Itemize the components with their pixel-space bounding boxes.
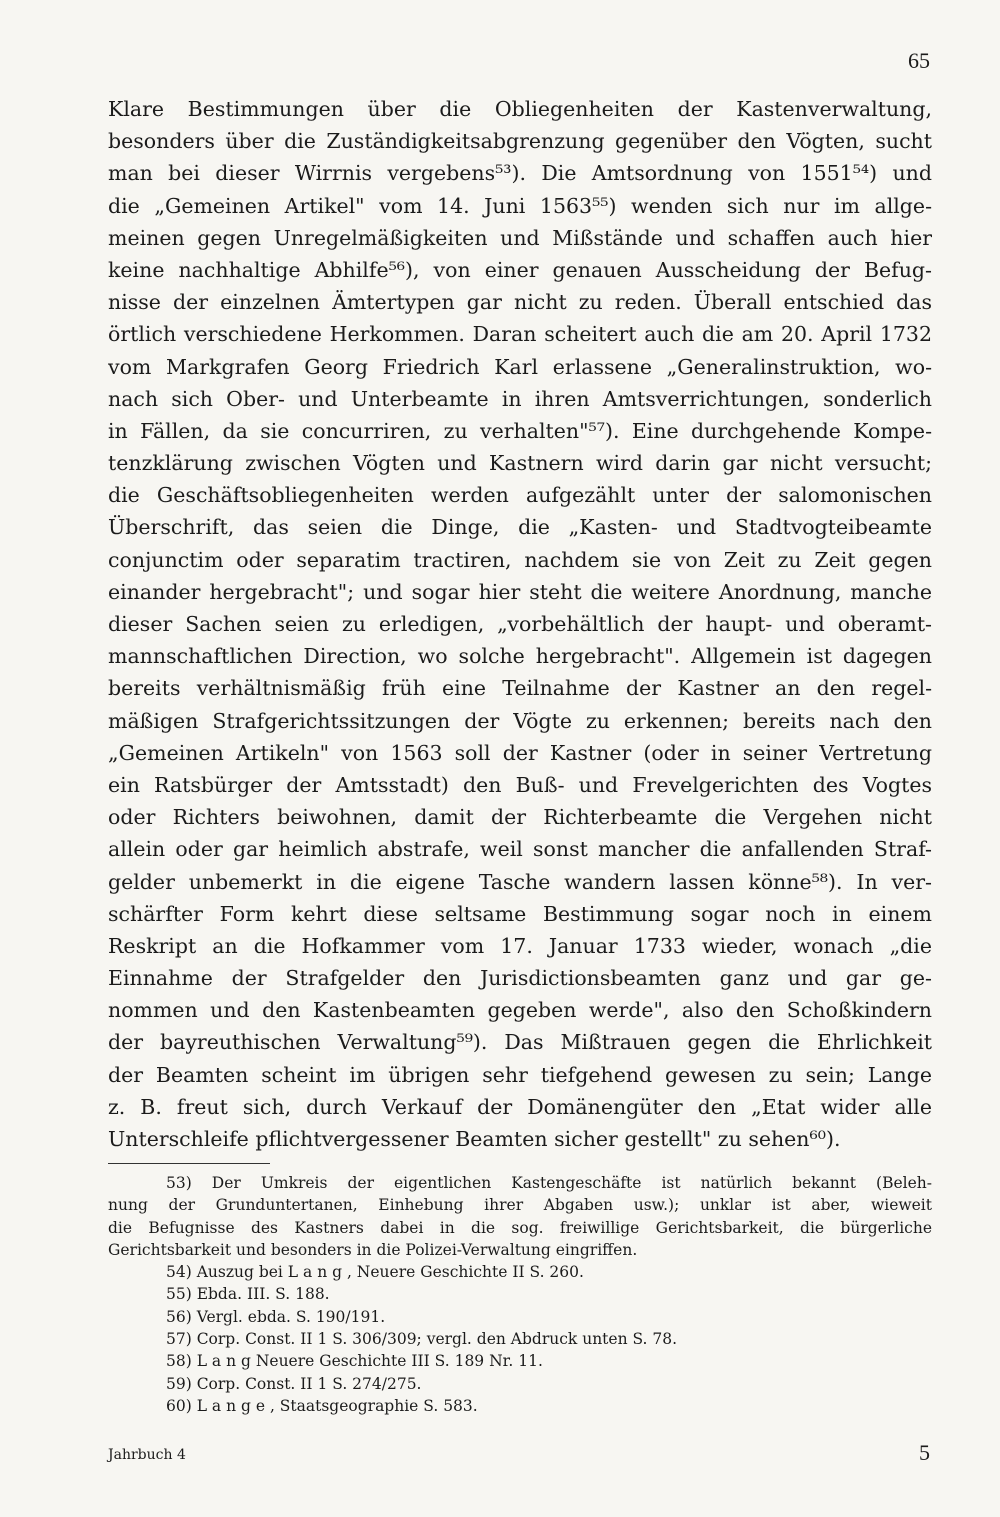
body-line: nach sich Ober- und Unterbeamte in ihren Amtsverrichtungen, sonderlich <box>108 386 932 411</box>
body-line: die „Gemeinen Artikel" vom 14. Juni 1563⁵⁵) wenden sich nur im allge- <box>108 193 932 218</box>
body-line: Klare Bestimmungen über die Obliegenheiten der Kastenverwaltung, <box>108 97 932 121</box>
footnote-59: 59) Corp. Const. II 1 S. 274/275. <box>166 1374 422 1393</box>
body-line: meinen gegen Unregelmäßigkeiten und Mißstände und schaffen auch hier <box>108 225 932 250</box>
footnote-53-line: die Befugnisse des Kastners dabei in die sog. freiwillige Gerichtsbarkeit, die bürgerliche <box>108 1218 932 1237</box>
footnote-54: 54) Auszug bei L a n g , Neuere Geschichte II S. 260. <box>166 1263 584 1282</box>
body-line: mäßigen Strafgerichtssitzungen der Vögte zu erkennen; bereits nach den <box>108 708 932 733</box>
body-line: nisse der einzelnen Ämtertypen gar nicht zu reden. Überall entschied das <box>108 290 932 315</box>
footnote-58: 58) L a n g Neuere Geschichte III S. 189 Nr. 11. <box>166 1352 543 1371</box>
body-line: Überschrift, das seien die Dinge, die „Kasten- und Stadtvogteibeamte <box>108 515 932 540</box>
footnote-divider <box>108 1163 270 1164</box>
body-line: schärfter Form kehrt diese seltsame Bestimmung sogar noch in einem <box>108 901 932 926</box>
footnote-55: 55) Ebda. III. S. 188. <box>166 1285 330 1304</box>
footnote-53-line: Gerichtsbarkeit und besonders in die Polizei-Verwaltung eingriffen. <box>108 1240 638 1259</box>
body-line: dieser Sachen seien zu erledigen, „vorbehältlich der haupt- und oberamt- <box>108 612 932 636</box>
footnotes <box>108 1172 932 1417</box>
body-line: der bayreuthischen Verwaltung⁵⁹). Das Mißtrauen gegen die Ehrlichkeit <box>108 1030 932 1055</box>
footnote-60: 60) L a n g e , Staatsgeographie S. 583. <box>166 1396 478 1415</box>
body-line: örtlich verschiedene Herkommen. Daran scheitert auch die am 20. April 1732 <box>108 322 932 347</box>
body-line: Einnahme der Strafgelder den Jurisdictionsbeamten ganz und gar ge- <box>108 966 932 991</box>
body-line: in Fällen, da sie concurriren, zu verhalten"⁵⁷). Eine durchgehende Kompe- <box>108 418 932 443</box>
body-line: vom Markgrafen Georg Friedrich Karl erlassene „Generalinstruktion, wo- <box>108 354 932 379</box>
signature-number: 5 <box>919 1440 930 1465</box>
body-line: oder Richters beiwohnen, damit der Richterbeamte die Vergehen nicht <box>108 805 932 830</box>
body-line: besonders über die Zuständigkeitsabgrenzung gegenüber den Vögten, sucht <box>108 129 932 154</box>
body-line: gelder unbemerkt in die eigene Tasche wandern lassen könne⁵⁸). In ver- <box>108 869 932 894</box>
page-number: 65 <box>908 48 930 73</box>
body-line: einander hergebracht"; und sogar hier steht die weitere Anordnung, manche <box>108 579 932 604</box>
footnote-53-line: nung der Grunduntertanen, Einhebung ihrer Abgaben usw.); unklar ist aber, wieweit <box>108 1196 932 1215</box>
body-line: keine nachhaltige Abhilfe⁵⁶), von einer genauen Ausscheidung der Befug- <box>108 257 932 282</box>
body-line: bereits verhältnismäßig früh eine Teilnahme der Kastner an den regel- <box>108 676 932 701</box>
body-line: ein Ratsbürger der Amtsstadt) den Buß- und Frevelgerichten des Vogtes <box>108 772 932 797</box>
body-line: allein oder gar heimlich abstrafe, weil sonst mancher die anfallenden Straf- <box>108 837 932 862</box>
body-line: „Gemeinen Artikeln" von 1563 soll der Kastner (oder in seiner Vertretung <box>108 740 932 765</box>
footnote-53-line: 53) Der Umkreis der eigentlichen Kastengeschäfte ist natürlich bekannt (Beleh- <box>166 1174 932 1192</box>
footnote-56: 56) Vergl. ebda. S. 190/191. <box>166 1307 386 1326</box>
body-text <box>108 93 932 1155</box>
body-line: Reskript an die Hofkammer vom 17. Januar 1733 wieder, wonach „die <box>108 933 932 958</box>
body-line: der Beamten scheint im übrigen sehr tiefgehend gewesen zu sein; Lange <box>108 1062 932 1087</box>
body-line: nommen und den Kastenbeamten gegeben werde", also den Schoßkindern <box>108 998 932 1023</box>
body-line: die Geschäftsobliegenheiten werden aufgezählt unter der salomonischen <box>108 483 932 508</box>
body-line: Unterschleife pflichtvergessener Beamten sicher gestellt" zu sehen⁶⁰). <box>108 1127 841 1151</box>
body-line: mannschaftlichen Direction, wo solche hergebracht". Allgemein ist dagegen <box>108 644 932 669</box>
body-line: man bei dieser Wirrnis vergebens⁵³). Die Amtsordnung von 1551⁵⁴) und <box>108 161 932 186</box>
footnote-57: 57) Corp. Const. II 1 S. 306/309; vergl. den Abdruck unten S. 78. <box>166 1330 678 1349</box>
body-line: z. B. freut sich, durch Verkauf der Domänengüter den „Etat wider alle <box>108 1094 932 1119</box>
body-line: conjunctim oder separatim tractiren, nachdem sie von Zeit zu Zeit gegen <box>108 547 932 572</box>
printer-signature: Jahrbuch 4 <box>108 1447 186 1463</box>
body-line: tenzklärung zwischen Vögten und Kastnern wird darin gar nicht versucht; <box>108 451 932 476</box>
